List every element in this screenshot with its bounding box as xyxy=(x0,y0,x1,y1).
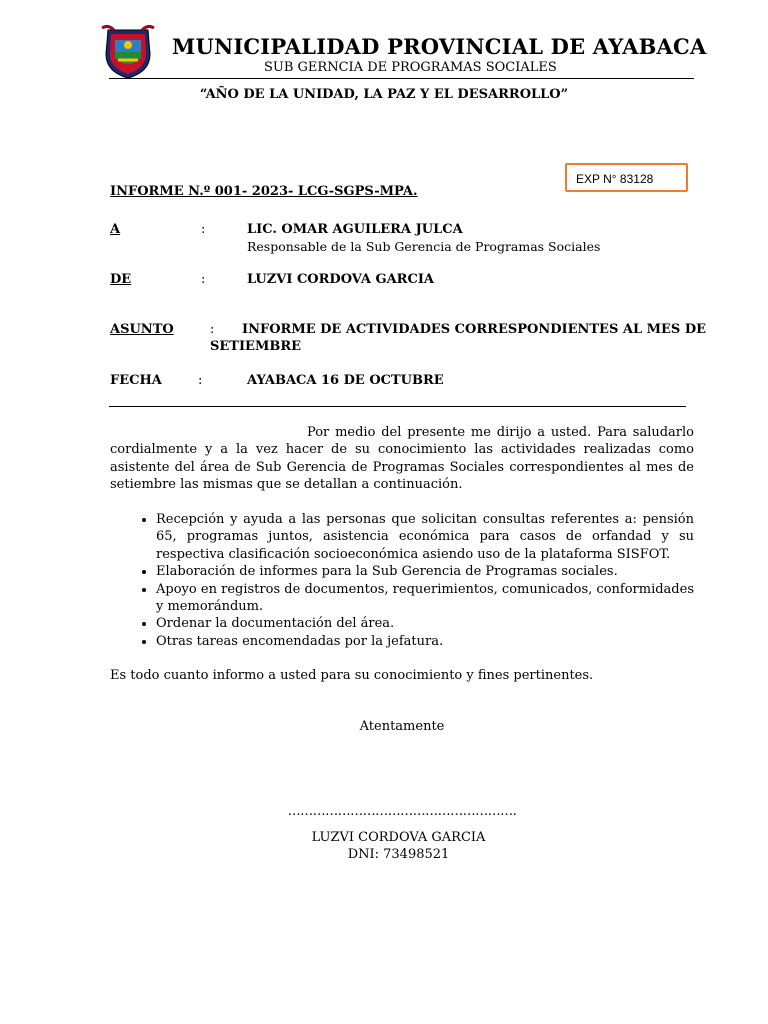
field-fecha-label: FECHA xyxy=(110,373,162,388)
signature-line: ………………………………………………. xyxy=(287,804,517,819)
farewell: Atentamente xyxy=(359,719,445,734)
signer-name: LUZVI CORDOVA GARCIA xyxy=(311,830,486,845)
field-de-value: LUZVI CORDOVA GARCIA xyxy=(247,272,434,287)
field-asunto-colon: : xyxy=(210,322,215,337)
signer-dni: DNI: 73498521 xyxy=(347,847,450,863)
intro-paragraph xyxy=(110,424,694,494)
field-a-role: Responsable de la Sub Gerencia de Programas Sociales xyxy=(247,239,601,254)
field-asunto-label: ASUNTO xyxy=(110,322,174,337)
activities-list xyxy=(110,511,694,650)
section-divider xyxy=(109,406,686,407)
field-fecha-value: AYABACA 16 DE OCTUBRE xyxy=(247,373,444,388)
list-item: • Elaboración de informes para la Sub Gerencia de Programas sociales. xyxy=(156,563,694,580)
field-a-colon: : xyxy=(201,222,206,237)
field-de-label: DE xyxy=(110,272,132,287)
closing-statement: Es todo cuanto informo a usted para su conocimiento y fines pertinentes. xyxy=(110,668,594,683)
municipality-title: MUNICIPALIDAD PROVINCIAL DE AYABACA xyxy=(172,34,707,59)
field-asunto-value-line2: SETIEMBRE xyxy=(210,339,302,354)
exp-number: EXP N° 83128 xyxy=(576,172,654,186)
header-divider xyxy=(109,78,694,79)
field-a-value: LIC. OMAR AGUILERA JULCA xyxy=(247,222,463,237)
informe-number: INFORME N.º 001- 2023- LCG-SGPS-MPA. xyxy=(110,184,418,199)
list-item: • Ordenar la documentación del área. xyxy=(156,615,694,632)
field-de-colon: : xyxy=(201,272,206,287)
signature-block xyxy=(0,829,768,864)
exp-number-box xyxy=(565,163,688,192)
list-item: • Otras tareas encomendadas por la jefatura. xyxy=(156,633,694,650)
field-a-label: A xyxy=(110,222,121,237)
list-item: • Apoyo en registros de documentos, requerimientos, comunicados, conformidades y memorándum. xyxy=(156,581,694,616)
municipal-crest-logo xyxy=(100,24,156,80)
field-asunto-value-line1: INFORME DE ACTIVIDADES CORRESPONDIENTES AL MES DE xyxy=(242,322,707,337)
year-motto: “AÑO DE LA UNIDAD, LA PAZ Y EL DESARROLLO” xyxy=(199,87,569,102)
list-item: • Recepción y ayuda a las personas que solicitan consultas referentes a: pensión 65, programas juntos, asistencia económica para casos de orfandad y su respectiva clasificación socioeconómica asiendo uso de la plataforma SISFOT. xyxy=(156,511,694,563)
field-fecha-colon: : xyxy=(198,373,203,388)
sub-gerencia-subtitle: SUB GERNCIA DE PROGRAMAS SOCIALES xyxy=(264,60,557,75)
intro-text: Por medio del presente me dirijo a usted. Para saludarlo cordialmente y a la vez hacer de su conocimiento las actividades realizadas como asistente del área de Sub Gerencia de Programas Sociales correspondientes al mes de setiembre las mismas que se detallan a continuación. xyxy=(110,425,694,493)
